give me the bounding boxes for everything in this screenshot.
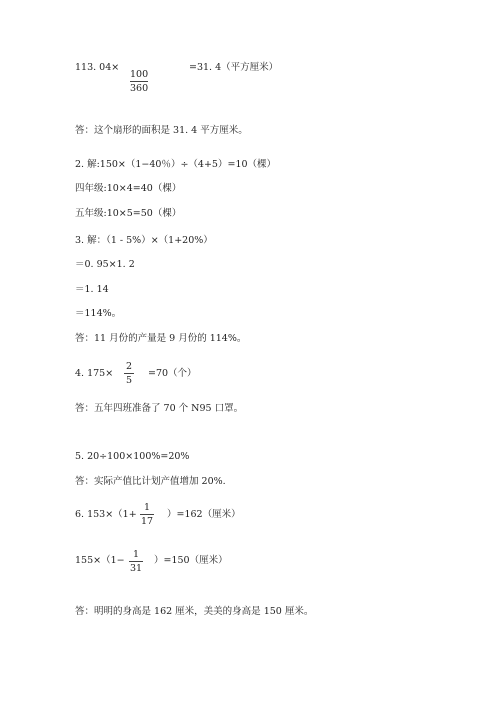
problem-6-line-2-prefix: 155×（1− [75,555,125,566]
fraction-bar [129,561,143,562]
problem-6-line-1-prefix: 6. 153×（1+ [75,509,137,520]
problem-3-line-2: ＝0. 95×1. 2 [75,259,135,270]
fraction-numerator: 100 [130,69,149,80]
fraction-1-over-17 [140,502,154,527]
fraction-bar [130,81,148,82]
problem-2-line-2: 四年级:10×4=40（棵） [75,183,182,194]
problem-6-line-2-result: ）=150（厘米） [154,555,228,566]
problem-3-line-1: 3. 解：（1 - 5%）×（1+20%） [75,235,213,246]
fraction-denominator: 5 [125,375,133,386]
problem-3-line-4: ＝114%。 [75,308,122,319]
fraction-bar [124,373,134,374]
problem-5-line-1: 5. 20÷100×100%=20% [75,451,190,462]
fraction-numerator: 2 [125,361,133,372]
answer-5: 答：实际产值比计划产值增加 20%. [75,476,226,487]
fraction-denominator: 17 [140,516,154,527]
answer-3: 答：11 月份的产量是 9 月份的 114%。 [75,333,247,344]
problem-6-line-1-result: ）=162（厘米） [167,509,241,520]
fraction-100-over-360 [130,69,148,94]
problem-4-prefix: 4. 175× [75,368,114,379]
problem-2-line-3: 五年级:10×5=50（棵） [75,208,182,219]
fraction-numerator: 1 [143,502,151,513]
equation-line-1-result: =31. 4（平方厘米） [189,62,279,73]
equation-line-1-prefix: 113. 04× [75,62,120,73]
fraction-1-over-31 [129,549,143,574]
problem-2-line-1: 2. 解:150×（1−40％）÷（4+5）=10（棵） [75,159,277,170]
problem-4-result: =70（个） [148,368,197,379]
fraction-2-over-5 [124,361,134,386]
fraction-numerator: 1 [132,549,140,560]
answer-4: 答：五年四班准备了 70 个 N95 口罩。 [75,403,244,414]
fraction-denominator: 31 [129,563,143,574]
fraction-bar [140,514,154,515]
fraction-denominator: 360 [130,83,149,94]
problem-3-line-3: ＝1. 14 [75,284,109,295]
answer-6: 答：明明的身高是 162 厘米，美美的身高是 150 厘米。 [75,606,314,617]
answer-1: 答：这个扇形的面积是 31. 4 平方厘米。 [75,125,248,136]
